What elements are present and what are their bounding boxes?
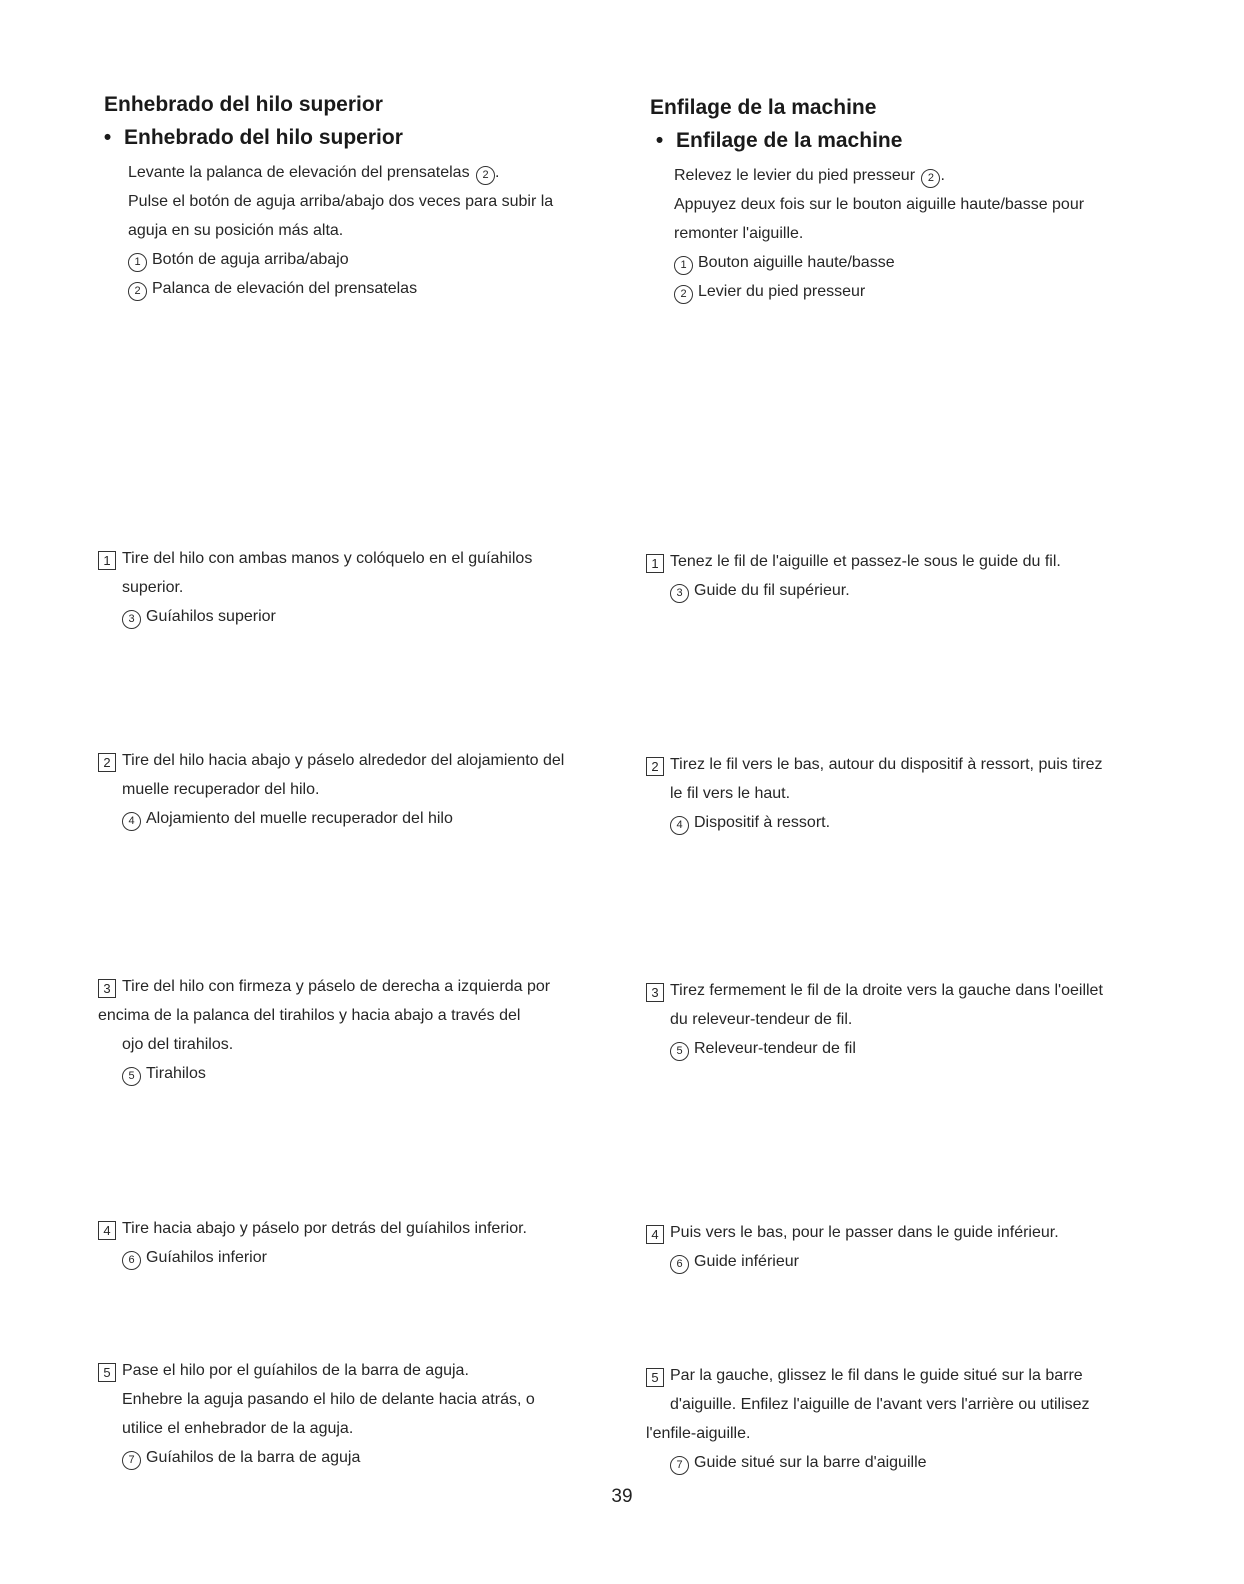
step-number-box: 1 — [646, 554, 664, 573]
callout-item: 1 Bouton aiguille haute/basse — [674, 248, 1084, 277]
callout-item: 3 Guide du fil supérieur. — [646, 576, 1061, 605]
step-number-box: 3 — [98, 979, 116, 998]
intro-line: Appuyez deux fois sur le bouton aiguille haute/basse pour — [674, 196, 1085, 213]
step-5-fr: 5 Par la gauche, glissez le fil dans le guide situé sur la barre d'aiguille. Enfilez l'aiguille de l'avant vers l'arrière ou utilisez l'enfile-aiguille. 7 Guide situé sur la barre d'aiguille — [646, 1361, 1090, 1477]
step-5-es: 5 Pase el hilo por el guíahilos de la barra de aguja. Enhebre la aguja pasando el hilo de delante hacia atrás, o utilice el enhebrador de la aguja. 7 Guíahilos de la barra de aguja — [98, 1356, 535, 1472]
callout-number-icon: 5 — [122, 1067, 141, 1086]
callout-item: 2 Palanca de elevación del prensatelas — [128, 274, 553, 303]
step-3-fr: 3 Tirez fermement le fil de la droite vers la gauche dans l'oeillet du releveur-tendeur de fil. 5 Releveur-tendeur de fil — [646, 976, 1103, 1063]
step-2-es: 2 Tire del hilo hacia abajo y páselo alrededor del alojamiento del muelle recuperador del hilo. 4 Alojamiento del muelle recuperador del hilo — [98, 746, 564, 833]
step-3-es: 3 Tire del hilo con firmeza y páselo de derecha a izquierda por encima de la palanca del tirahilos y hacia abajo a través del ojo del tirahilos. 5 Tirahilos — [98, 972, 550, 1088]
step-4-es: 4 Tire hacia abajo y páselo por detrás del guíahilos inferior. 6 Guíahilos inferior — [98, 1214, 527, 1272]
callout-item: 6 Guíahilos inferior — [98, 1243, 527, 1272]
callout-item: 7 Guíahilos de la barra de aguja — [98, 1443, 535, 1472]
step-number-box: 4 — [646, 1225, 664, 1244]
intro-line: aguja en su posición más alta. — [128, 222, 344, 239]
intro-fr — [674, 161, 1084, 306]
callout-number-icon: 4 — [670, 816, 689, 835]
step-number-box: 5 — [98, 1363, 116, 1382]
callout-item: 4 Alojamiento del muelle recuperador del hilo — [98, 804, 564, 833]
callout-item: 4 Dispositif à ressort. — [646, 808, 1102, 837]
callout-item: 5 Releveur-tendeur de fil — [646, 1034, 1103, 1063]
callout-number-icon: 3 — [122, 610, 141, 629]
callout-item: 7 Guide situé sur la barre d'aiguille — [646, 1448, 1090, 1477]
bullet-icon: • — [98, 126, 112, 149]
intro-line: Levante la palanca de elevación del prensatelas 2 . — [128, 158, 553, 187]
section-heading-fr: Enfilage de la machine — [650, 96, 877, 119]
callout-item: 6 Guide inférieur — [646, 1247, 1059, 1276]
page-number: 39 — [611, 1486, 633, 1507]
callout-number-icon: 5 — [670, 1042, 689, 1061]
step-number-box: 2 — [646, 757, 664, 776]
callout-number-icon: 2 — [674, 285, 693, 304]
callout-number-icon: 7 — [122, 1451, 141, 1470]
callout-number-icon: 4 — [122, 812, 141, 831]
french-column — [646, 0, 1170, 1584]
callout-item: 1 Botón de aguja arriba/abajo — [128, 245, 553, 274]
bullet-icon: • — [650, 129, 664, 152]
intro-line: Relevez le levier du pied presseur 2 . — [674, 161, 1084, 190]
section-heading-es: Enhebrado del hilo superior — [104, 93, 383, 116]
step-number-box: 2 — [98, 753, 116, 772]
step-2-fr: 2 Tirez le fil vers le bas, autour du dispositif à ressort, puis tirez le fil vers le haut. 4 Dispositif à ressort. — [646, 750, 1102, 837]
spanish-column — [98, 0, 628, 1584]
callout-item: 5 Tirahilos — [98, 1059, 550, 1088]
callout-number-icon: 3 — [670, 584, 689, 603]
subsection-heading-es — [98, 126, 403, 150]
callout-number-icon: 2 — [921, 169, 940, 188]
subsection-heading-text-fr: Enfilage de la machine — [676, 129, 903, 152]
callout-number-icon: 2 — [476, 166, 495, 185]
intro-line: Pulse el botón de aguja arriba/abajo dos veces para subir la — [128, 193, 554, 210]
callout-number-icon: 7 — [670, 1456, 689, 1475]
callout-number-icon: 6 — [122, 1251, 141, 1270]
callout-item: 2 Levier du pied presseur — [674, 277, 1084, 306]
intro-es — [128, 158, 553, 303]
callout-number-icon: 1 — [128, 253, 147, 272]
subsection-heading-fr — [650, 129, 902, 153]
callout-number-icon: 6 — [670, 1255, 689, 1274]
step-4-fr: 4 Puis vers le bas, pour le passer dans le guide inférieur. 6 Guide inférieur — [646, 1218, 1059, 1276]
subsection-heading-text-es: Enhebrado del hilo superior — [124, 126, 403, 149]
step-number-box: 1 — [98, 551, 116, 570]
callout-number-icon: 1 — [674, 256, 693, 275]
step-1-fr: 1 Tenez le fil de l'aiguille et passez-le sous le guide du fil. 3 Guide du fil supérieur. — [646, 547, 1061, 605]
step-number-box: 4 — [98, 1221, 116, 1240]
step-1-es: 1 Tire del hilo con ambas manos y colóquelo en el guíahilos superior. 3 Guíahilos superior — [98, 544, 532, 631]
step-number-box: 3 — [646, 983, 664, 1002]
intro-line: remonter l'aiguille. — [674, 225, 804, 242]
callout-number-icon: 2 — [128, 282, 147, 301]
callout-item: 3 Guíahilos superior — [98, 602, 532, 631]
step-number-box: 5 — [646, 1368, 664, 1387]
